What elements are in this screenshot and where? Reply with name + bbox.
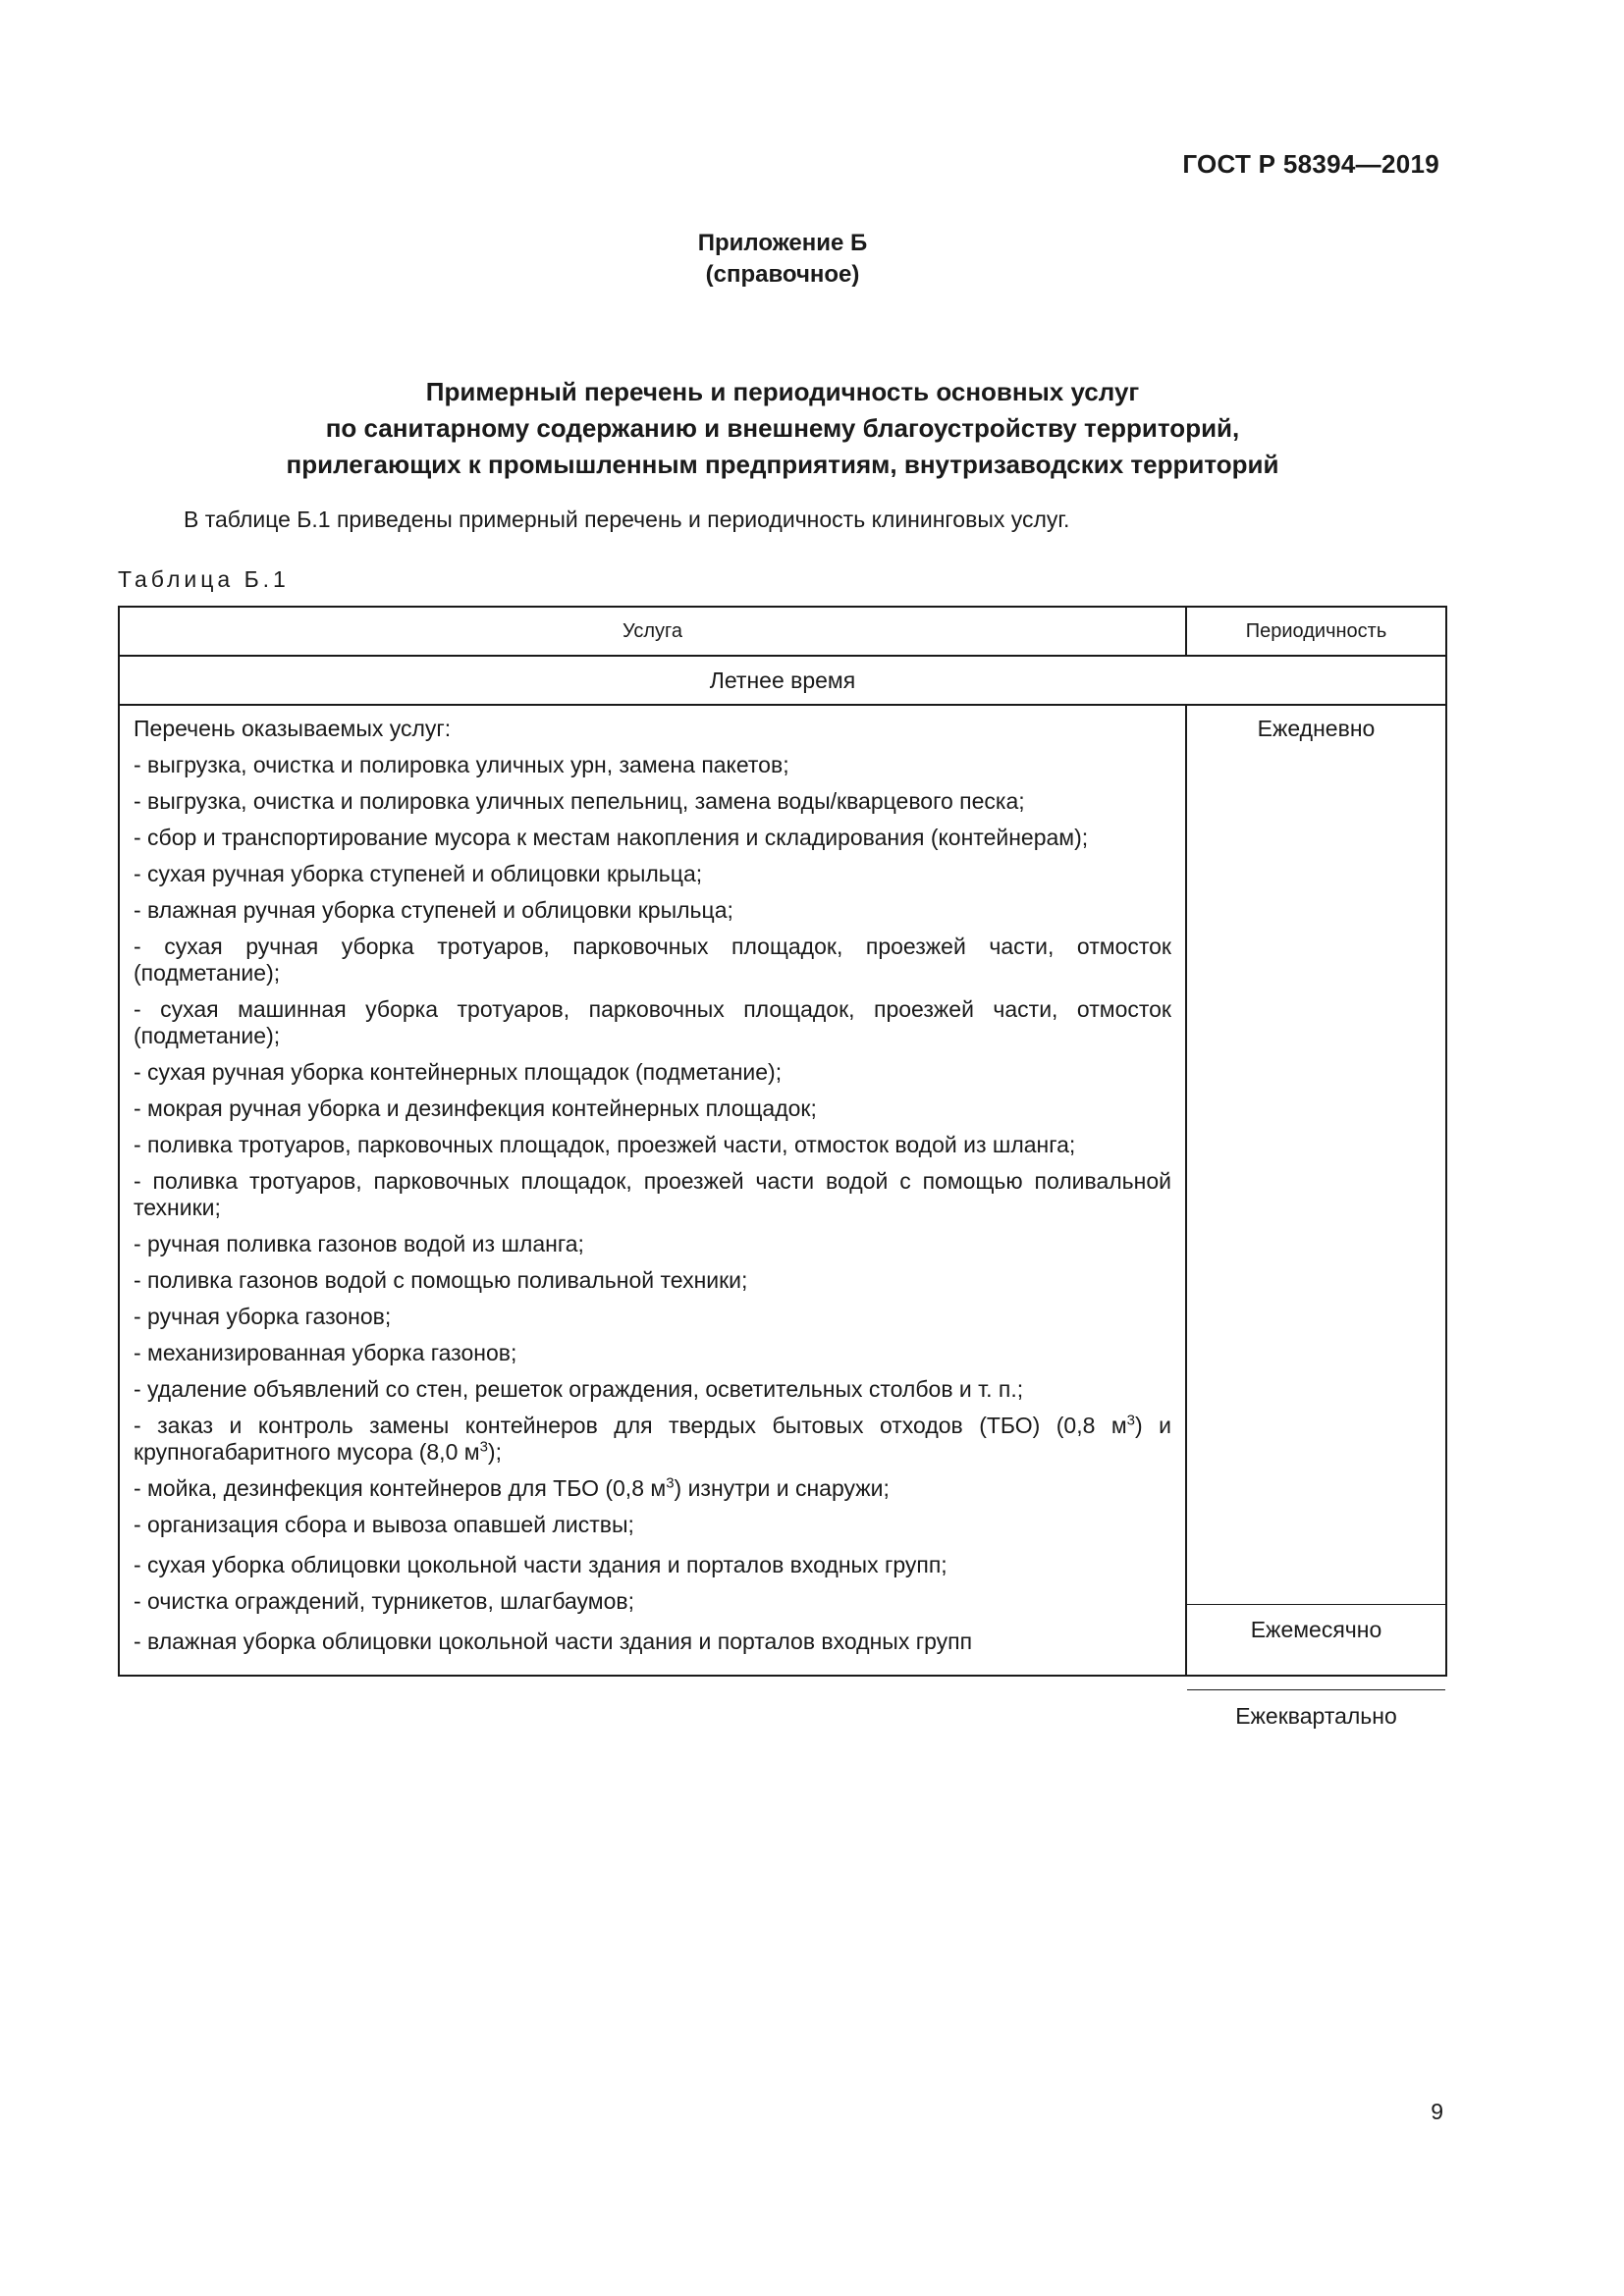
heading-line-3: прилегающих к промышленным предприятиям, внутризаводских территорий <box>286 450 1279 479</box>
list-item: - сухая ручная уборка ступеней и облицовки крыльца; <box>134 861 703 886</box>
annex-kind: (справочное) <box>705 261 860 288</box>
table-body <box>120 706 1445 1729</box>
period-quarterly: Ежеквартально <box>1235 1703 1397 1729</box>
list-item <box>134 1413 1171 1466</box>
intro-paragraph: В таблице Б.1 приведены примерный перечень и периодичность клининговых услуг. <box>184 507 1070 532</box>
header-service: Услуга <box>120 608 1187 655</box>
superscript: 3 <box>479 1438 488 1456</box>
season-row: Летнее время <box>120 657 1445 706</box>
list-item: - поливка газонов водой с помощью поливальной техники; <box>134 1267 748 1293</box>
list-item: - организация сбора и вывоза опавшей листвы; <box>134 1512 634 1537</box>
heading-line-1: Примерный перечень и периодичность основных услуг <box>425 377 1140 406</box>
list-item <box>134 1475 1171 1502</box>
superscript: 3 <box>666 1474 675 1492</box>
section-heading <box>0 374 1565 483</box>
list-item: - поливка тротуаров, парковочных площадок, проезжей части водой с помощью поливальной техники; <box>134 1168 1171 1220</box>
list-item: - ручная уборка газонов; <box>134 1304 392 1329</box>
page-number: 9 <box>1431 2099 1443 2124</box>
list-item: - влажная уборка облицовки цокольной части здания и порталов входных групп <box>134 1629 973 1654</box>
list-item-text: - заказ и контроль замены контейнеров для твердых бытовых отходов (ТБО) (0,8 м <box>134 1413 1127 1438</box>
list-item: - поливка тротуаров, парковочных площадок, проезжей части, отмосток водой из шланга; <box>134 1132 1076 1157</box>
list-item: - выгрузка, очистка и полировка уличных урн, замена пакетов; <box>134 752 789 777</box>
services-table <box>118 606 1447 1729</box>
list-item-text: ) изнутри и снаружи; <box>674 1475 890 1501</box>
period-divider <box>1187 1689 1445 1690</box>
table-label: Таблица Б.1 <box>118 566 290 592</box>
period-divider <box>1187 1604 1445 1605</box>
heading-line-2: по санитарному содержанию и внешнему благоустройству территорий, <box>325 413 1240 443</box>
list-item-text: ); <box>487 1439 502 1465</box>
services-cell <box>120 706 1187 1675</box>
list-item: - мокрая ручная уборка и дезинфекция контейнерных площадок; <box>134 1095 817 1121</box>
list-item-text: - мойка, дезинфекция контейнеров для ТБО (0,8 м <box>134 1475 667 1501</box>
services-intro: Перечень оказываемых услуг: <box>134 716 452 741</box>
list-item: - сухая уборка облицовки цокольной части здания и порталов входных групп; <box>134 1552 947 1577</box>
list-item: - удаление объявлений со стен, решеток ограждения, осветительных столбов и т. п.; <box>134 1376 1024 1402</box>
list-item: - сбор и транспортирование мусора к местам накопления и складирования (контейнерам); <box>134 825 1089 850</box>
document-code: ГОСТ Р 58394—2019 <box>1182 149 1439 179</box>
table-header-row <box>120 608 1445 657</box>
list-item: - очистка ограждений, турникетов, шлагбаумов; <box>134 1588 634 1614</box>
annex-title: Приложение Б <box>697 230 868 256</box>
superscript: 3 <box>1126 1412 1136 1429</box>
list-item-text: ) и крупногабаритного мусора (8,0 м <box>134 1413 1171 1465</box>
annex-heading <box>0 228 1565 291</box>
list-item: - влажная ручная уборка ступеней и облицовки крыльца; <box>134 897 733 923</box>
period-monthly: Ежемесячно <box>1250 1617 1382 1642</box>
list-item: - ручная поливка газонов водой из шланга; <box>134 1231 584 1256</box>
period-daily: Ежедневно <box>1257 716 1376 741</box>
periods-cell <box>1187 706 1445 1729</box>
list-item: - выгрузка, очистка и полировка уличных пепельниц, замена воды/кварцевого песка; <box>134 788 1025 814</box>
list-item: - сухая ручная уборка тротуаров, парковочных площадок, проезжей части, отмосток (подметание); <box>134 934 1171 986</box>
list-item: - сухая ручная уборка контейнерных площадок (подметание); <box>134 1059 783 1085</box>
list-item: - сухая машинная уборка тротуаров, парковочных площадок, проезжей части, отмосток (подметание); <box>134 996 1171 1048</box>
header-period: Периодичность <box>1245 619 1387 642</box>
list-item: - механизированная уборка газонов; <box>134 1340 517 1365</box>
